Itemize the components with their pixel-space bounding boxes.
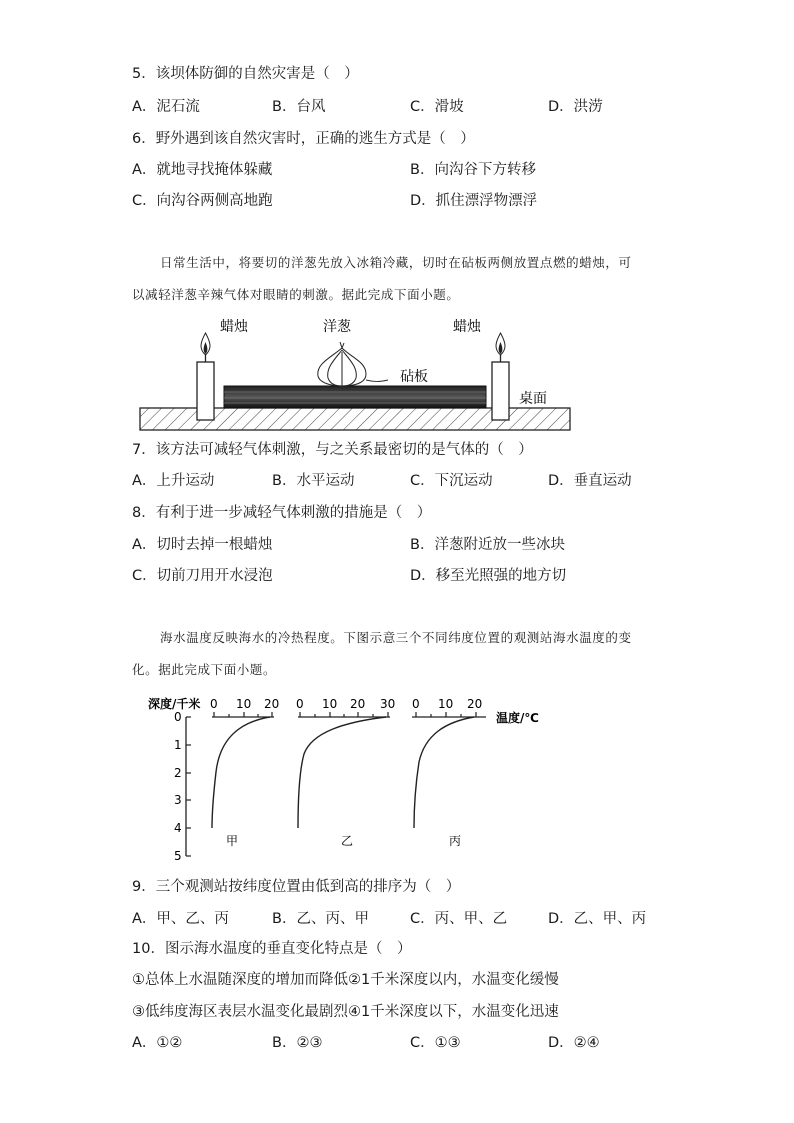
q7-option-b[interactable]: B．水平运动 [272, 473, 355, 489]
y-axis-label: 深度/千米 [148, 697, 201, 711]
cutting-board [224, 386, 486, 408]
q8-option-a[interactable]: A．切时去掉一根蜡烛 [132, 537, 273, 553]
depth-tick-5: 5 [174, 849, 182, 863]
station-jia-tick-0: 0 [210, 697, 218, 711]
q10-option-b[interactable]: B．②③ [272, 1035, 323, 1051]
q5-option-b[interactable]: B．台风 [272, 99, 326, 115]
q5-option-c[interactable]: C．滑坡 [410, 99, 464, 115]
q9-option-c[interactable]: C．丙、甲、乙 [410, 911, 508, 927]
sea-temperature-figure [140, 690, 580, 865]
passage-2 [132, 622, 662, 686]
passage-1 [132, 247, 662, 311]
q7-option-d[interactable]: D．垂直运动 [548, 473, 632, 489]
label-candle-right: 蜡烛 [453, 319, 481, 335]
q6-option-d[interactable]: D．抓住漂浮物漂浮 [410, 193, 538, 209]
passage-2-line-2: 化。据此完成下面小题。 [132, 662, 277, 677]
depth-tick-4: 4 [174, 821, 182, 835]
station-jia-tick-10: 10 [236, 697, 252, 711]
q10-option-d[interactable]: D．②④ [548, 1035, 600, 1051]
station-jia-label: 甲 [226, 834, 239, 848]
station-yi-axis [298, 712, 390, 717]
station-bing-tick-0: 0 [412, 697, 420, 711]
q10-statements-1: ①总体上水温随深度的增加而降低②1千米深度以内，水温变化缓慢 [132, 972, 559, 988]
station-yi-tick-10: 10 [322, 697, 338, 711]
station-yi-tick-30: 30 [380, 697, 396, 711]
station-jia-axis [212, 712, 274, 717]
station-bing-curve [414, 717, 474, 828]
candle-right [492, 333, 509, 420]
q6-option-a[interactable]: A．就地寻找掩体躲藏 [132, 162, 273, 178]
candle-onion-figure [130, 312, 580, 437]
candle-left [197, 333, 214, 420]
q6-option-b[interactable]: B．向沟谷下方转移 [410, 162, 536, 178]
q6-option-c[interactable]: C．向沟谷两侧高地跑 [132, 193, 273, 209]
q8-option-c[interactable]: C．切前刀用开水浸泡 [132, 568, 273, 584]
station-jia-curve [212, 717, 270, 828]
q7-option-c[interactable]: C．下沉运动 [410, 473, 493, 489]
q8-stem: 8．有利于进一步减轻气体刺激的措施是（ ） [132, 505, 432, 521]
q6-stem: 6．野外遇到该自然灾害时，正确的逃生方式是（ ） [132, 131, 475, 147]
q10-option-a[interactable]: A．①② [132, 1035, 183, 1051]
passage-2-line-1: 海水温度反映海水的冷热程度。下图示意三个不同纬度位置的观测站海水温度的变 [160, 630, 632, 645]
q5-option-a[interactable]: A．泥石流 [132, 99, 200, 115]
q9-stem: 9．三个观测站按纬度位置由低到高的排序为（ ） [132, 879, 461, 895]
station-bing-tick-10: 10 [438, 697, 454, 711]
q8-option-b[interactable]: B．洋葱附近放一些冰块 [410, 537, 565, 553]
onion [318, 342, 388, 386]
q5-stem: 5．该坝体防御的自然灾害是（ ） [132, 66, 359, 82]
q10-option-c[interactable]: C．①③ [410, 1035, 461, 1051]
depth-ticks [186, 717, 191, 856]
q10-statements-2: ③低纬度海区表层水温变化最剧烈④1千米深度以下，水温变化迅速 [132, 1004, 559, 1020]
station-yi-curve [298, 717, 386, 828]
q5-option-d[interactable]: D．洪涝 [548, 99, 603, 115]
depth-tick-2: 2 [174, 766, 182, 780]
label-table: 桌面 [519, 391, 547, 407]
depth-tick-3: 3 [174, 793, 182, 807]
passage-1-line-2: 以减轻洋葱辛辣气体对眼睛的刺激。据此完成下面小题。 [132, 287, 460, 302]
q7-option-a[interactable]: A．上升运动 [132, 473, 215, 489]
q9-option-d[interactable]: D．乙、甲、丙 [548, 911, 647, 927]
label-board: 砧板 [400, 369, 428, 385]
station-bing-tick-20: 20 [467, 697, 483, 711]
q9-option-b[interactable]: B．乙、丙、甲 [272, 911, 369, 927]
station-jia-tick-20: 20 [264, 697, 280, 711]
q7-stem: 7．该方法可减轻气体刺激，与之关系最密切的是气体的（ ） [132, 442, 533, 458]
label-onion: 洋葱 [323, 319, 351, 335]
x-axis-label: 温度/℃ [496, 711, 539, 725]
station-yi-label: 乙 [341, 834, 354, 848]
station-bing-label: 丙 [449, 834, 462, 848]
q8-option-d[interactable]: D．移至光照强的地方切 [410, 568, 567, 584]
depth-tick-1: 1 [174, 738, 182, 752]
label-candle-left: 蜡烛 [220, 319, 248, 335]
station-bing-axis [412, 712, 486, 717]
station-yi-tick-20: 20 [350, 697, 366, 711]
q10-stem: 10．图示海水温度的垂直变化特点是（ ） [132, 941, 412, 957]
q9-option-a[interactable]: A．甲、乙、丙 [132, 911, 229, 927]
station-yi-tick-0: 0 [296, 697, 304, 711]
depth-tick-0: 0 [174, 710, 182, 724]
passage-1-line-1: 日常生活中，将要切的洋葱先放入冰箱冷藏，切时在砧板两侧放置点燃的蜡烛，可 [160, 255, 632, 270]
